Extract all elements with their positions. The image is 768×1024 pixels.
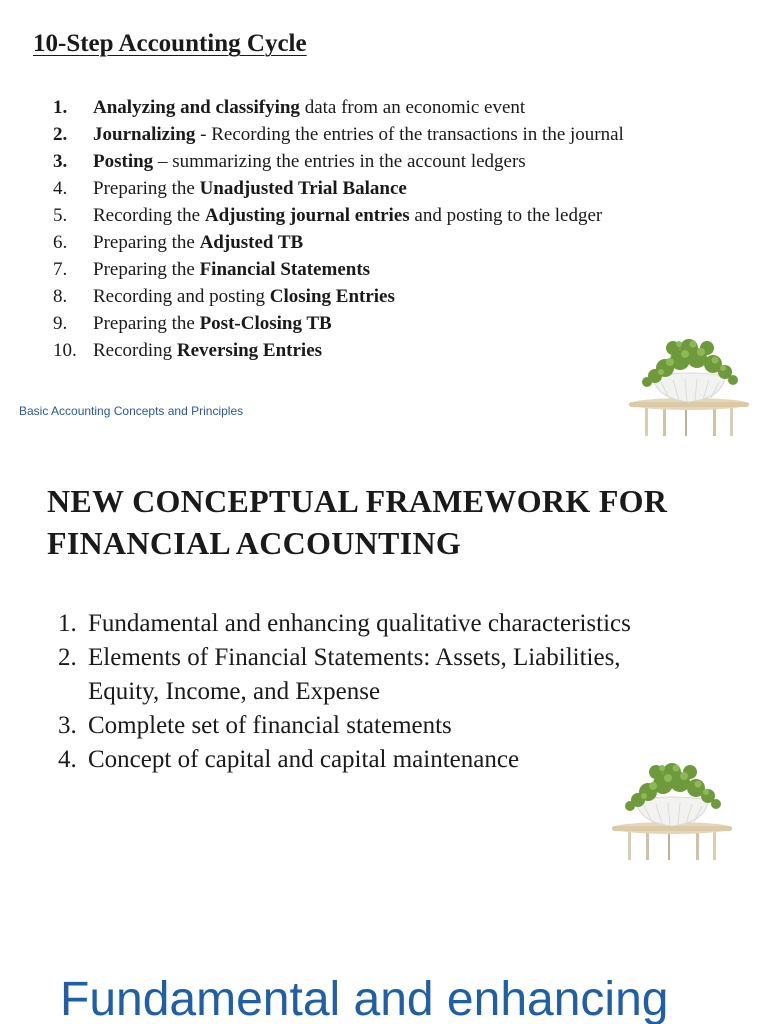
step-number: 7. (53, 259, 68, 280)
step-keyword: Reversing Entries (176, 340, 323, 361)
step-text: Recording the (93, 205, 205, 226)
item-text: Elements of Financial Statements: Assets, Liabilities, Equity, Income, and Expense (88, 644, 621, 705)
step-keyword: Unadjusted Trial Balance (199, 178, 407, 199)
step-keyword: Closing Entries (269, 286, 395, 307)
step-text: Preparing the (93, 232, 200, 253)
list-item (53, 175, 624, 202)
list-item (58, 607, 728, 641)
step-number: 2. (53, 124, 68, 145)
step-keyword: Financial Statements (199, 259, 371, 280)
list-item (53, 229, 624, 256)
step-text: Recording and posting (93, 286, 270, 307)
conceptual-framework-title (47, 480, 667, 564)
fundamental-enhancing-title: Fundamental and enhancing (60, 973, 669, 1024)
list-item (53, 202, 624, 229)
list-item (53, 148, 624, 175)
step-number: 4. (53, 178, 68, 199)
step-keyword: Adjusting journal entries (204, 205, 410, 226)
step-text: Preparing the (93, 259, 200, 280)
accounting-steps-list (53, 94, 624, 364)
potted-plant-icon (625, 318, 755, 438)
step-number: 6. (53, 232, 68, 253)
step-number: 1. (53, 97, 68, 118)
item-number: 1. (58, 610, 77, 637)
step-keyword: Journalizing (93, 124, 196, 145)
step-keyword: Analyzing and classifying (93, 97, 300, 118)
list-item (53, 94, 624, 121)
list-item (53, 121, 624, 148)
title-line: FINANCIAL ACCOUNTING (47, 525, 462, 561)
step-keyword: Post-Closing TB (199, 313, 332, 334)
accounting-cycle-title: 10-Step Accounting Cycle (33, 30, 307, 57)
list-item (53, 283, 624, 310)
step-number: 8. (53, 286, 68, 307)
title-line: NEW CONCEPTUAL FRAMEWORK FOR (47, 483, 668, 519)
potted-plant-icon (608, 742, 738, 862)
step-number: 9. (53, 313, 68, 334)
step-text: data from an economic event (299, 97, 526, 118)
step-keyword: Posting (93, 151, 154, 172)
step-text: – summarizing the entries in the account ledgers (153, 151, 526, 172)
list-item (53, 310, 624, 337)
list-item (53, 256, 624, 283)
step-text: - Recording the entries of the transactions in the journal (195, 124, 624, 145)
item-number: 3. (58, 712, 77, 739)
item-text: Complete set of financial statements (88, 712, 452, 739)
item-number: 2. (58, 644, 77, 671)
step-text: and posting to the ledger (409, 205, 603, 226)
step-text: Preparing the (93, 178, 200, 199)
list-item (58, 641, 728, 709)
step-text: Recording (93, 340, 177, 361)
step-keyword: Adjusted TB (199, 232, 304, 253)
list-item (58, 709, 728, 743)
item-text: Concept of capital and capital maintenance (88, 746, 520, 773)
step-number: 10. (53, 340, 77, 361)
step-number: 3. (53, 151, 68, 172)
list-item (53, 337, 624, 364)
item-number: 4. (58, 746, 77, 773)
step-text: Preparing the (93, 313, 200, 334)
slide-footer: Basic Accounting Concepts and Principles (19, 404, 244, 418)
item-text: Fundamental and enhancing qualitative characteristics (88, 610, 631, 637)
step-number: 5. (53, 205, 68, 226)
